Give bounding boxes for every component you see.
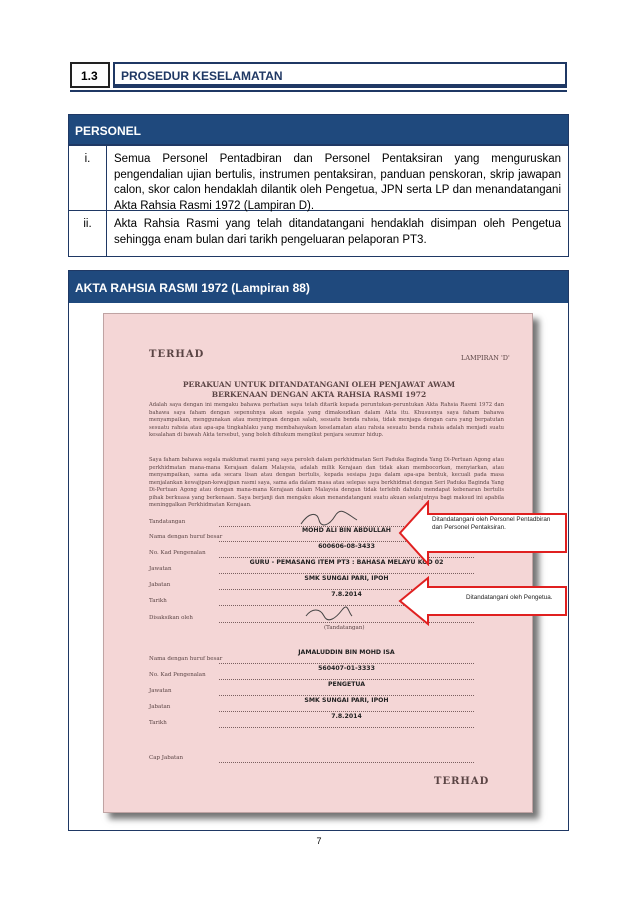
value-tarikh-2: 7.8.2014 xyxy=(331,713,362,720)
section-title: PROSEDUR KESELAMATAN xyxy=(113,62,567,88)
personel-table xyxy=(68,114,569,257)
annotation-label-2: Ditandatangani oleh Pengetua. xyxy=(466,594,553,601)
form-paragraph-1: Adalah saya dengan ini mengaku bahawa perhatian saya telah ditarik kepada peruntukan-peruntukan Akta Rahsia Rasmi 1972 dan bahawa saya faham dengan sepenuhnya akan segala yang dimaksudkan dalam Akta itu. Khususnya saya faham bahawa menyampaikan, menggunakan atau menyimpan dengan salah, sesuatu benda rahsia, tidak menjaga dengan cara yang berpatutan sesuatu rahsia atau apa-apa tingkahlaku yang membahayakan keselamatan atau rahsia sesuatu benda rahsia adalah menjadi suatu kesalahan di bawah Akta tersebut, yang boleh dihukum mengikut penjara seumur hidup. xyxy=(149,402,504,438)
row-text: Semua Personel Pentadbiran dan Personel Pentaksiran yang menguruskan pengendalian ujian bertulis, instrumen pentaksiran, panduan penskoran, skrip jawapan calon, skor calon hendaklah dilantik oleh Pengetua, JPN serta LP dan menandatangani Akta Rahsia Rasmi 1972 (Lampiran D). xyxy=(114,153,561,212)
label-jabatan: Jabatan xyxy=(149,582,171,588)
line-tarikh-2 xyxy=(219,727,474,728)
label-tandatangan: Tandatangan xyxy=(149,519,186,525)
line-jabatan-2 xyxy=(219,711,474,712)
line-nama-2 xyxy=(219,663,474,664)
label-nama-2: Nama dengan huruf besar xyxy=(149,656,223,662)
form-paragraph-2: Saya faham bahawa segala maklumat rasmi yang saya peroleh dalam perkhidmatan Seri Paduka Baginda Yang Di-Pertuan Agong atau perkhidmatan mana-mana Kerajaan dalam Malaysia, adalah milik Kerajaan dan tidak akan membocorkan, menyiarkan, atau menyampaikan, sama ada secara lisan atau dengan bertulis, kepada sesiapa juga dalam apa-apa bentuk, kecuali pada masa menjalankan kewajipan-kewajipan rasmi saya, sama ada dalam masa atau selepas saya berkhidmat dengan Seri Paduka Baginda Yang Di-Pertuan Agong atau dengan mana-mana Kerajaan dalam Malaysia dengan tidak terlebih dahulu mendapat kebenaran bertulis pihak berkuasa yang berkenaan. Saya berjanji dan mengaku akan menandatangani suatu akuan selanjutnya bagi maksud ini apabila meninggalkan Perkhidmatan Kerajaan. xyxy=(149,457,504,508)
value-jawatan: GURU - PEMASANG ITEM PT3 : BAHASA MELAYU KOD 02 xyxy=(249,559,444,566)
value-kp-2: 560407-01-3333 xyxy=(318,665,375,672)
label-tandatangan-paren: (Tandatangan) xyxy=(324,625,365,631)
label-cap-jabatan: Cap Jabatan xyxy=(149,755,184,761)
label-tarikh-2: Tarikh xyxy=(149,720,167,726)
label-nama: Nama dengan huruf besar xyxy=(149,534,223,540)
value-jabatan-2: SMK SUNGAI PARI, IPOH xyxy=(304,697,389,704)
value-kp: 600606-08-3433 xyxy=(318,543,375,550)
signature-1 xyxy=(299,510,359,528)
line-cap-jabatan xyxy=(219,762,474,763)
section-number: 1.3 xyxy=(70,62,110,88)
annotation-arrow-1 xyxy=(398,500,570,566)
section-divider xyxy=(70,90,567,92)
table-row xyxy=(69,145,568,210)
line-kp-2 xyxy=(219,679,474,680)
annotation-label-1: Ditandatangani oleh Personel Pentadbiran dan Personel Pentaksiran. xyxy=(432,516,551,531)
value-tarikh: 7.8.2014 xyxy=(331,591,362,598)
form-terhad-top: TERHAD xyxy=(149,349,205,360)
label-jawatan: Jawatan xyxy=(149,566,172,572)
signature-2 xyxy=(304,604,354,622)
label-kp: No. Kad Pengenalan xyxy=(149,550,206,556)
value-jawatan-2: PENGETUA xyxy=(327,681,366,688)
form-lampiran: LAMPIRAN 'D' xyxy=(461,354,510,362)
line-jawatan-2 xyxy=(219,695,474,696)
table-row xyxy=(69,210,568,256)
form-title-line2: BERKENAAN DENGAN AKTA RAHSIA RASMI 1972 xyxy=(211,390,427,399)
label-jabatan-2: Jabatan xyxy=(149,704,171,710)
row-text: Akta Rahsia Rasmi yang telah ditandatangani hendaklah disimpan oleh Pengetua sehingga enam bulan dari tarikh pengeluaran pelaporan PT3. xyxy=(114,218,561,246)
value-nama: MOHD ALI BIN ABDULLAH xyxy=(302,527,391,534)
label-tarikh: Tarikh xyxy=(149,598,167,604)
line-jawatan xyxy=(219,573,474,574)
akta-heading: AKTA RAHSIA RASMI 1972 (Lampiran 88) xyxy=(69,271,568,303)
form-title-line1: PERAKUAN UNTUK DITANDATANGANI OLEH PENJAWAT AWAM xyxy=(182,380,456,389)
label-jawatan-2: Jawatan xyxy=(149,688,172,694)
personel-heading: PERSONEL xyxy=(69,115,568,145)
row-number: i. xyxy=(69,146,107,210)
page-number: 7 xyxy=(316,836,322,846)
row-number: ii. xyxy=(69,211,107,256)
form-terhad-bottom: TERHAD xyxy=(434,776,490,787)
value-nama-2: JAMALUDDIN BIN MOHD ISA xyxy=(298,649,395,656)
value-jabatan: SMK SUNGAI PARI, IPOH xyxy=(304,575,389,582)
label-kp-2: No. Kad Pengenalan xyxy=(149,672,206,678)
label-disaksikan: Disaksikan oleh xyxy=(149,615,193,621)
